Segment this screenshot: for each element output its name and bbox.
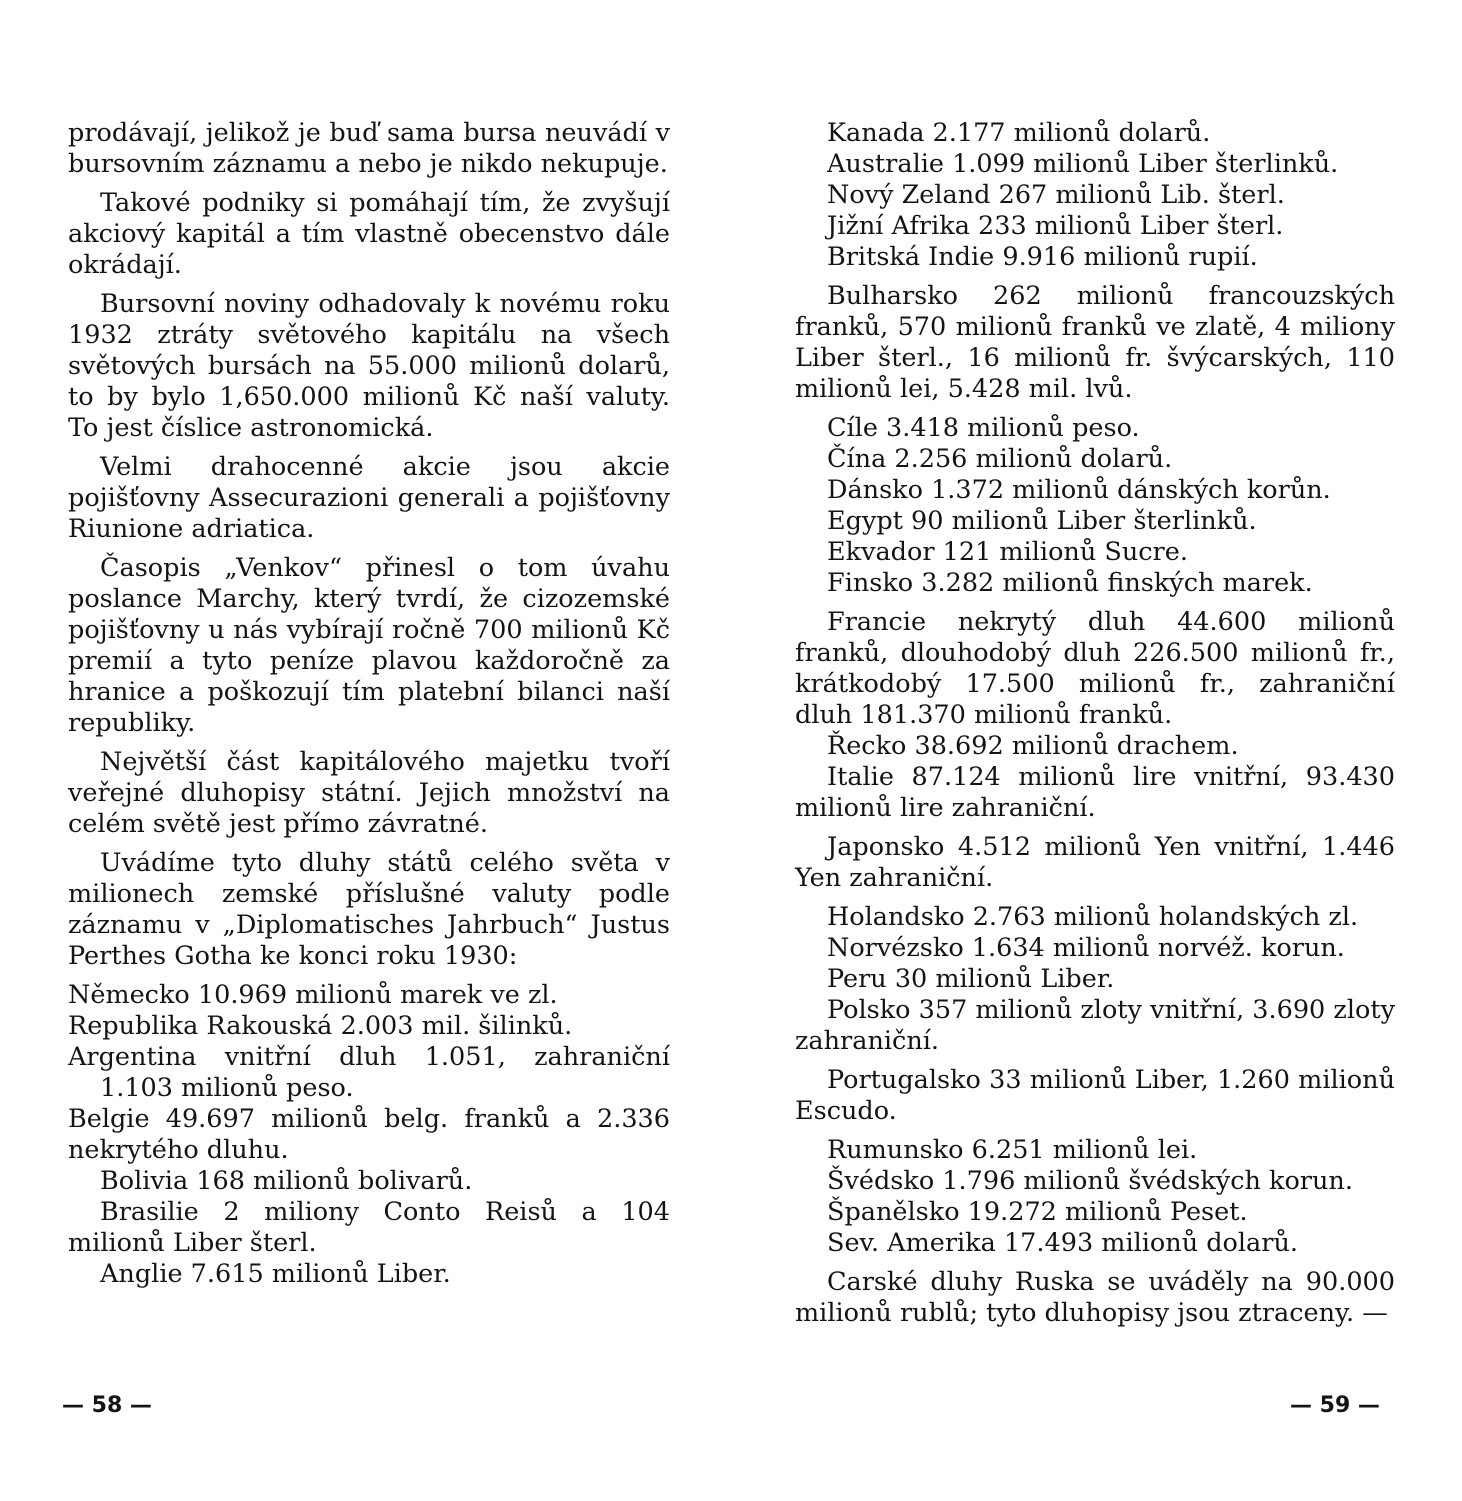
- debt-entry: Bolivia 168 milionů bolivarů.: [100, 1166, 473, 1196]
- debt-entry: Dánsko 1.372 milionů dánských korůn.: [827, 475, 1331, 505]
- debt-entry: Portugalsko 33 milionů Liber, 1.260 milionů Escudo.: [795, 1065, 1395, 1126]
- page-number: — 59 —: [1290, 1393, 1380, 1418]
- debt-entry: Polsko 357 milionů zloty vnitřní, 3.690 zloty zahraniční.: [795, 995, 1395, 1056]
- left-page: [68, 118, 670, 1290]
- paragraph: prodávají, jelikož je buď sama bursa neuvádí v bursovním záznamu a nebo je nikdo nekupuje.: [68, 118, 670, 179]
- debt-entry: Řecko 38.692 milionů drachem.: [827, 731, 1239, 761]
- debt-entry: Japonsko 4.512 milionů Yen vnitřní, 1.446 Yen zahraniční.: [795, 832, 1395, 893]
- debt-entry: Sev. Amerika 17.493 milionů dolarů.: [827, 1228, 1298, 1258]
- closing-paragraph: Carské dluhy Ruska se uváděly na 90.000 milionů rublů; tyto dluhopisy jsou ztraceny. —: [795, 1267, 1395, 1328]
- debt-entry: Britská Indie 9.916 milionů rupií.: [827, 242, 1258, 272]
- paragraph: Časopis „Venkov“ přinesl o tom úvahu poslance Marchy, který tvrdí, že cizozemské pojišťovny u nás vybírají ročně 700 milionů Kč premií a tyto peníze plavou každoročně za hranice a poškozují tím platební bilanci naší republiky.: [68, 553, 670, 738]
- debt-entry: Republika Rakouská 2.003 mil. šilinků.: [68, 1011, 573, 1041]
- debt-entry: Egypt 90 milionů Liber šterlinků.: [827, 506, 1257, 536]
- paragraph: Bursovní noviny odhadovaly k novému roku 1932 ztráty světového kapitálu na všech světových bursách na 55.000 milionů dolarů, to by bylo 1,650.000 milionů Kč naší valuty. To jest číslice astronomická.: [68, 289, 670, 443]
- debt-entry: Kanada 2.177 milionů dolarů.: [827, 118, 1211, 148]
- debt-entry: Peru 30 milionů Liber.: [827, 964, 1115, 994]
- paragraph: Uvádíme tyto dluhy států celého světa v milionech zemské příslušné valuty podle záznamu v „Diplomatisches Jahrbuch“ Justus Perthes Gotha ke konci roku 1930:: [68, 848, 670, 971]
- debt-entry: Francie nekrytý dluh 44.600 milionů franků, dlouhodobý dluh 226.500 milionů fr., krátkodobý 17.500 milionů fr., zahraniční dluh 181.370 milionů franků.: [795, 607, 1395, 730]
- debt-entry: Španělsko 19.272 milionů Peset.: [827, 1197, 1248, 1227]
- right-page: [795, 118, 1395, 1329]
- page-number: — 58 —: [62, 1393, 152, 1418]
- debt-entry: Čína 2.256 milionů dolarů.: [827, 444, 1173, 474]
- paragraph: Velmi drahocenné akcie jsou akcie pojišťovny Assecurazioni generali a pojišťovny Riunione adriatica.: [68, 452, 670, 544]
- paragraph: Takové podniky si pomáhají tím, že zvyšují akciový kapitál a tím vlastně obecenstvo dále okrádají.: [68, 188, 670, 280]
- debt-entry: Argentina vnitřní dluh 1.051, zahraniční 1.103 milionů peso.: [68, 1042, 670, 1103]
- debt-entry: Norvézsko 1.634 milionů norvéž. korun.: [827, 933, 1345, 963]
- debt-entry: Brasilie 2 miliony Conto Reisů a 104 milionů Liber šterl.: [68, 1197, 670, 1258]
- debt-entry: Anglie 7.615 milionů Liber.: [100, 1259, 451, 1289]
- debt-entry: Holandsko 2.763 milionů holandských zl.: [827, 902, 1359, 932]
- paragraph: Největší část kapitálového majetku tvoří veřejné dluhopisy státní. Jejich množství na celém světě jest přímo závratné.: [68, 747, 670, 839]
- debt-entry: Ekvador 121 milionů Sucre.: [827, 537, 1188, 567]
- debt-entry: Cíle 3.418 milionů peso.: [827, 413, 1140, 443]
- debt-entry: Švédsko 1.796 milionů švédských korun.: [827, 1166, 1353, 1196]
- debt-entry: Belgie 49.697 milionů belg. franků a 2.336 nekrytého dluhu.: [68, 1104, 670, 1165]
- debt-entry: Rumunsko 6.251 milionů lei.: [827, 1135, 1198, 1165]
- debt-entry: Nový Zeland 267 milionů Lib. šterl.: [827, 180, 1285, 210]
- debt-entry: Italie 87.124 milionů lire vnitřní, 93.430 milionů lire zahraniční.: [795, 762, 1395, 823]
- debt-entry: Australie 1.099 milionů Liber šterlinků.: [827, 149, 1339, 179]
- debt-entry: Jižní Afrika 233 milionů Liber šterl.: [827, 211, 1284, 241]
- debt-entry: Německo 10.969 milionů marek ve zl.: [68, 980, 558, 1010]
- debt-entry: Bulharsko 262 milionů francouzských franků, 570 milionů franků ve zlatě, 4 miliony Liber šterl., 16 milionů fr. švýcarských, 110 milionů lei, 5.428 mil. lvů.: [795, 281, 1395, 404]
- debt-entry: Finsko 3.282 milionů finských marek.: [827, 568, 1313, 598]
